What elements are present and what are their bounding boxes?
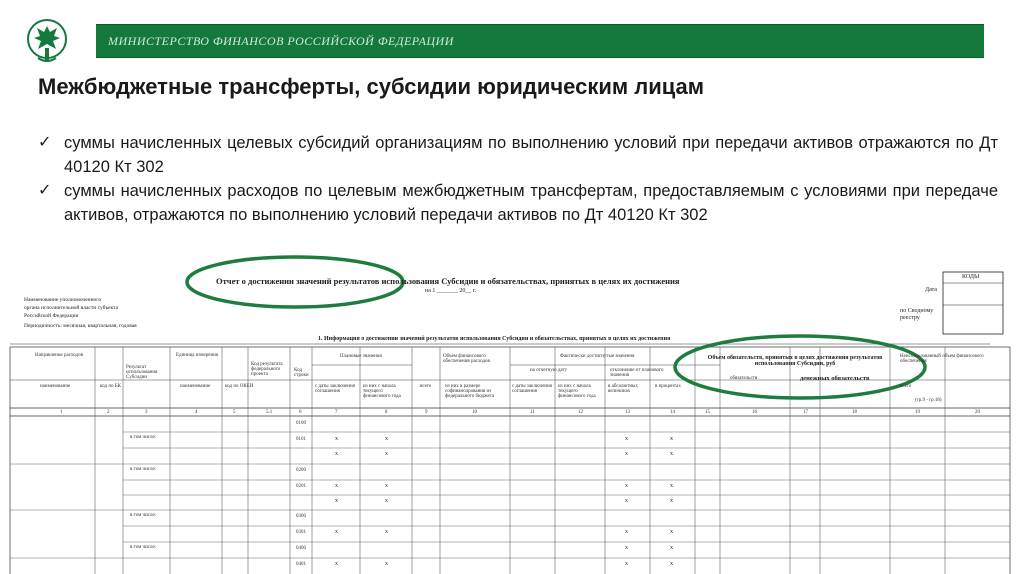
col-header: Код результата федерального проекта bbox=[251, 362, 283, 377]
cross-mark: x bbox=[625, 451, 628, 457]
cross-mark: x bbox=[670, 451, 673, 457]
col-number: 17 bbox=[803, 410, 808, 415]
cross-mark: x bbox=[625, 529, 628, 535]
row-label: в том числе: bbox=[130, 545, 157, 550]
bullet-list bbox=[38, 131, 998, 227]
col-number: 5.1 bbox=[266, 410, 273, 415]
cross-mark: x bbox=[670, 529, 673, 535]
ministry-banner bbox=[96, 24, 984, 58]
sub-header: из них в размере софинансирования из федерального бюджета bbox=[445, 384, 495, 399]
col-number: 15 bbox=[705, 410, 710, 415]
col-number: 9 bbox=[425, 410, 428, 415]
col-number: 11 bbox=[530, 410, 535, 415]
row-code: 0301 bbox=[296, 530, 306, 535]
cross-mark: x bbox=[385, 436, 388, 442]
sub-header: в процентах bbox=[655, 384, 681, 389]
col-header: Код строки bbox=[294, 368, 309, 378]
cross-mark: x bbox=[625, 561, 628, 567]
report-grid bbox=[0, 250, 1024, 574]
sub-header: из них с начала текущего финансового года bbox=[558, 384, 596, 399]
col-header: Неиспользованный объем финансового обеспечения bbox=[900, 354, 984, 364]
row-code: 0100 bbox=[296, 421, 306, 426]
cross-mark: x bbox=[385, 498, 388, 504]
cross-mark: x bbox=[670, 545, 673, 551]
row-code: 0200 bbox=[296, 468, 306, 473]
authority-label-1: Наименование уполномоченного bbox=[24, 297, 102, 303]
sub-header: отклонение от планового значения bbox=[610, 368, 664, 378]
row-label: в том числе: bbox=[130, 467, 157, 472]
cross-mark: x bbox=[385, 561, 388, 567]
report-title: Отчет о достижении значений результатов использования Субсидии и обязательствах, принятых в целях их достижения bbox=[216, 276, 680, 286]
cross-mark: x bbox=[670, 436, 673, 442]
sub-header: с даты заключения соглашения bbox=[512, 384, 552, 394]
row-label: в том числе: bbox=[130, 513, 157, 518]
col-number: 1 bbox=[60, 410, 63, 415]
sub-header: код по БК bbox=[100, 384, 121, 389]
col-number: 6 bbox=[299, 410, 302, 415]
cross-mark: x bbox=[335, 483, 338, 489]
periodicity-label: Периодичность: месячная, квартальная, годовая bbox=[24, 323, 137, 329]
cross-mark: x bbox=[335, 498, 338, 504]
sub-header: с даты заключения соглашения bbox=[315, 384, 355, 394]
authority-label-2: органа исполнительной власти субъекта bbox=[24, 305, 119, 311]
sub-header: на отчетную дату bbox=[530, 368, 568, 373]
col-header: Единица измерения bbox=[176, 353, 219, 358]
col-number: 3 bbox=[145, 410, 148, 415]
sub-header: наименование bbox=[40, 384, 71, 389]
col-header: Фактически достигнутые значения bbox=[560, 354, 635, 359]
col-number: 2 bbox=[107, 410, 110, 415]
registry-label: по Сводному реестру bbox=[900, 308, 934, 321]
bullet-item bbox=[38, 179, 998, 227]
col-number: 12 bbox=[578, 410, 583, 415]
row-code: 0401 bbox=[296, 562, 306, 567]
cross-mark: x bbox=[335, 529, 338, 535]
row-code: 0300 bbox=[296, 514, 306, 519]
col-number: 18 bbox=[852, 410, 857, 415]
ministry-name: МИНИСТЕРСТВО ФИНАНСОВ РОССИЙСКОЙ ФЕДЕРАЦИИ bbox=[108, 34, 454, 48]
cross-mark: x bbox=[335, 436, 338, 442]
bullet-item bbox=[38, 131, 998, 179]
sub-header: наименование bbox=[180, 384, 211, 389]
col-number: 4 bbox=[195, 410, 198, 415]
cross-mark: x bbox=[385, 451, 388, 457]
cross-mark: x bbox=[625, 483, 628, 489]
col-header: Результат использования Субсидии bbox=[126, 365, 158, 380]
cross-mark: x bbox=[335, 451, 338, 457]
date-label: Дата bbox=[925, 287, 937, 293]
row-code: 0201 bbox=[296, 484, 306, 489]
checkmark-icon: ✓ bbox=[38, 134, 52, 151]
sub-header: из них с начала текущего финансового года bbox=[363, 384, 401, 399]
cross-mark: x bbox=[625, 436, 628, 442]
col-number: 14 bbox=[670, 410, 675, 415]
bullet-text: суммы начисленных расходов по целевым межбюджетным трансфертам, предоставляемым с условиями при передаче активов, отражаются по выполнению условий передачи активов по Дт 40120 Кт 302 bbox=[64, 182, 998, 224]
sub-header: код по ОКЕИ bbox=[225, 384, 254, 389]
cross-mark: x bbox=[670, 561, 673, 567]
bullet-text: суммы начисленных целевых субсидий организациям по выполнению условий при передачи активов отражаются по Дт 40120 Кт 302 bbox=[64, 134, 998, 176]
report-date-line: на 1 _______ 20__ г. bbox=[425, 288, 477, 294]
cross-mark: x bbox=[670, 483, 673, 489]
col-header-obligations: Объем обязательств, принятых в целях достижения результатов использования Субсидии, руб bbox=[707, 355, 883, 367]
row-code: 0101 bbox=[296, 437, 306, 442]
report-form-image bbox=[0, 250, 1024, 574]
cross-mark: x bbox=[625, 545, 628, 551]
sub-header: (гр.9 - гр.18) bbox=[915, 398, 942, 403]
cross-mark: x bbox=[385, 483, 388, 489]
cross-mark: x bbox=[670, 498, 673, 504]
sub-header: обязательств bbox=[730, 376, 758, 381]
col-header: Плановые значения bbox=[340, 354, 382, 359]
col-number: 16 bbox=[752, 410, 757, 415]
sub-header: всего bbox=[420, 384, 432, 389]
codes-label: КОДЫ bbox=[962, 274, 980, 280]
eagle-emblem-icon bbox=[26, 18, 68, 64]
col-header: Направление расходов bbox=[35, 353, 83, 358]
checkmark-icon: ✓ bbox=[38, 182, 52, 199]
cross-mark: x bbox=[625, 498, 628, 504]
col-number: 13 bbox=[625, 410, 630, 415]
cross-mark: x bbox=[385, 529, 388, 535]
col-number: 5 bbox=[233, 410, 236, 415]
col-number: 8 bbox=[385, 410, 388, 415]
col-number: 19 bbox=[915, 410, 920, 415]
col-number: 7 bbox=[335, 410, 338, 415]
row-code: 0400 bbox=[296, 546, 306, 551]
col-header: Объем финансового обеспечения расходов bbox=[443, 354, 490, 364]
col-number: 10 bbox=[472, 410, 477, 415]
col-number: 20 bbox=[975, 410, 980, 415]
slide-title: Межбюджетные трансферты, субсидии юридическим лицам bbox=[38, 74, 705, 99]
sub-header: в абсолютных величинах bbox=[608, 384, 638, 394]
authority-label-3: Российской Федерации bbox=[24, 313, 79, 319]
cross-mark: x bbox=[335, 561, 338, 567]
row-label: в том числе: bbox=[130, 435, 157, 440]
sub-header: всего bbox=[900, 384, 912, 389]
section-title: 1. Информация о достижении значений результатов использования Субсидии и обязательствах, принятых в целях их достижения bbox=[318, 336, 671, 342]
sub-header-money: денежных обязательств bbox=[800, 375, 870, 382]
